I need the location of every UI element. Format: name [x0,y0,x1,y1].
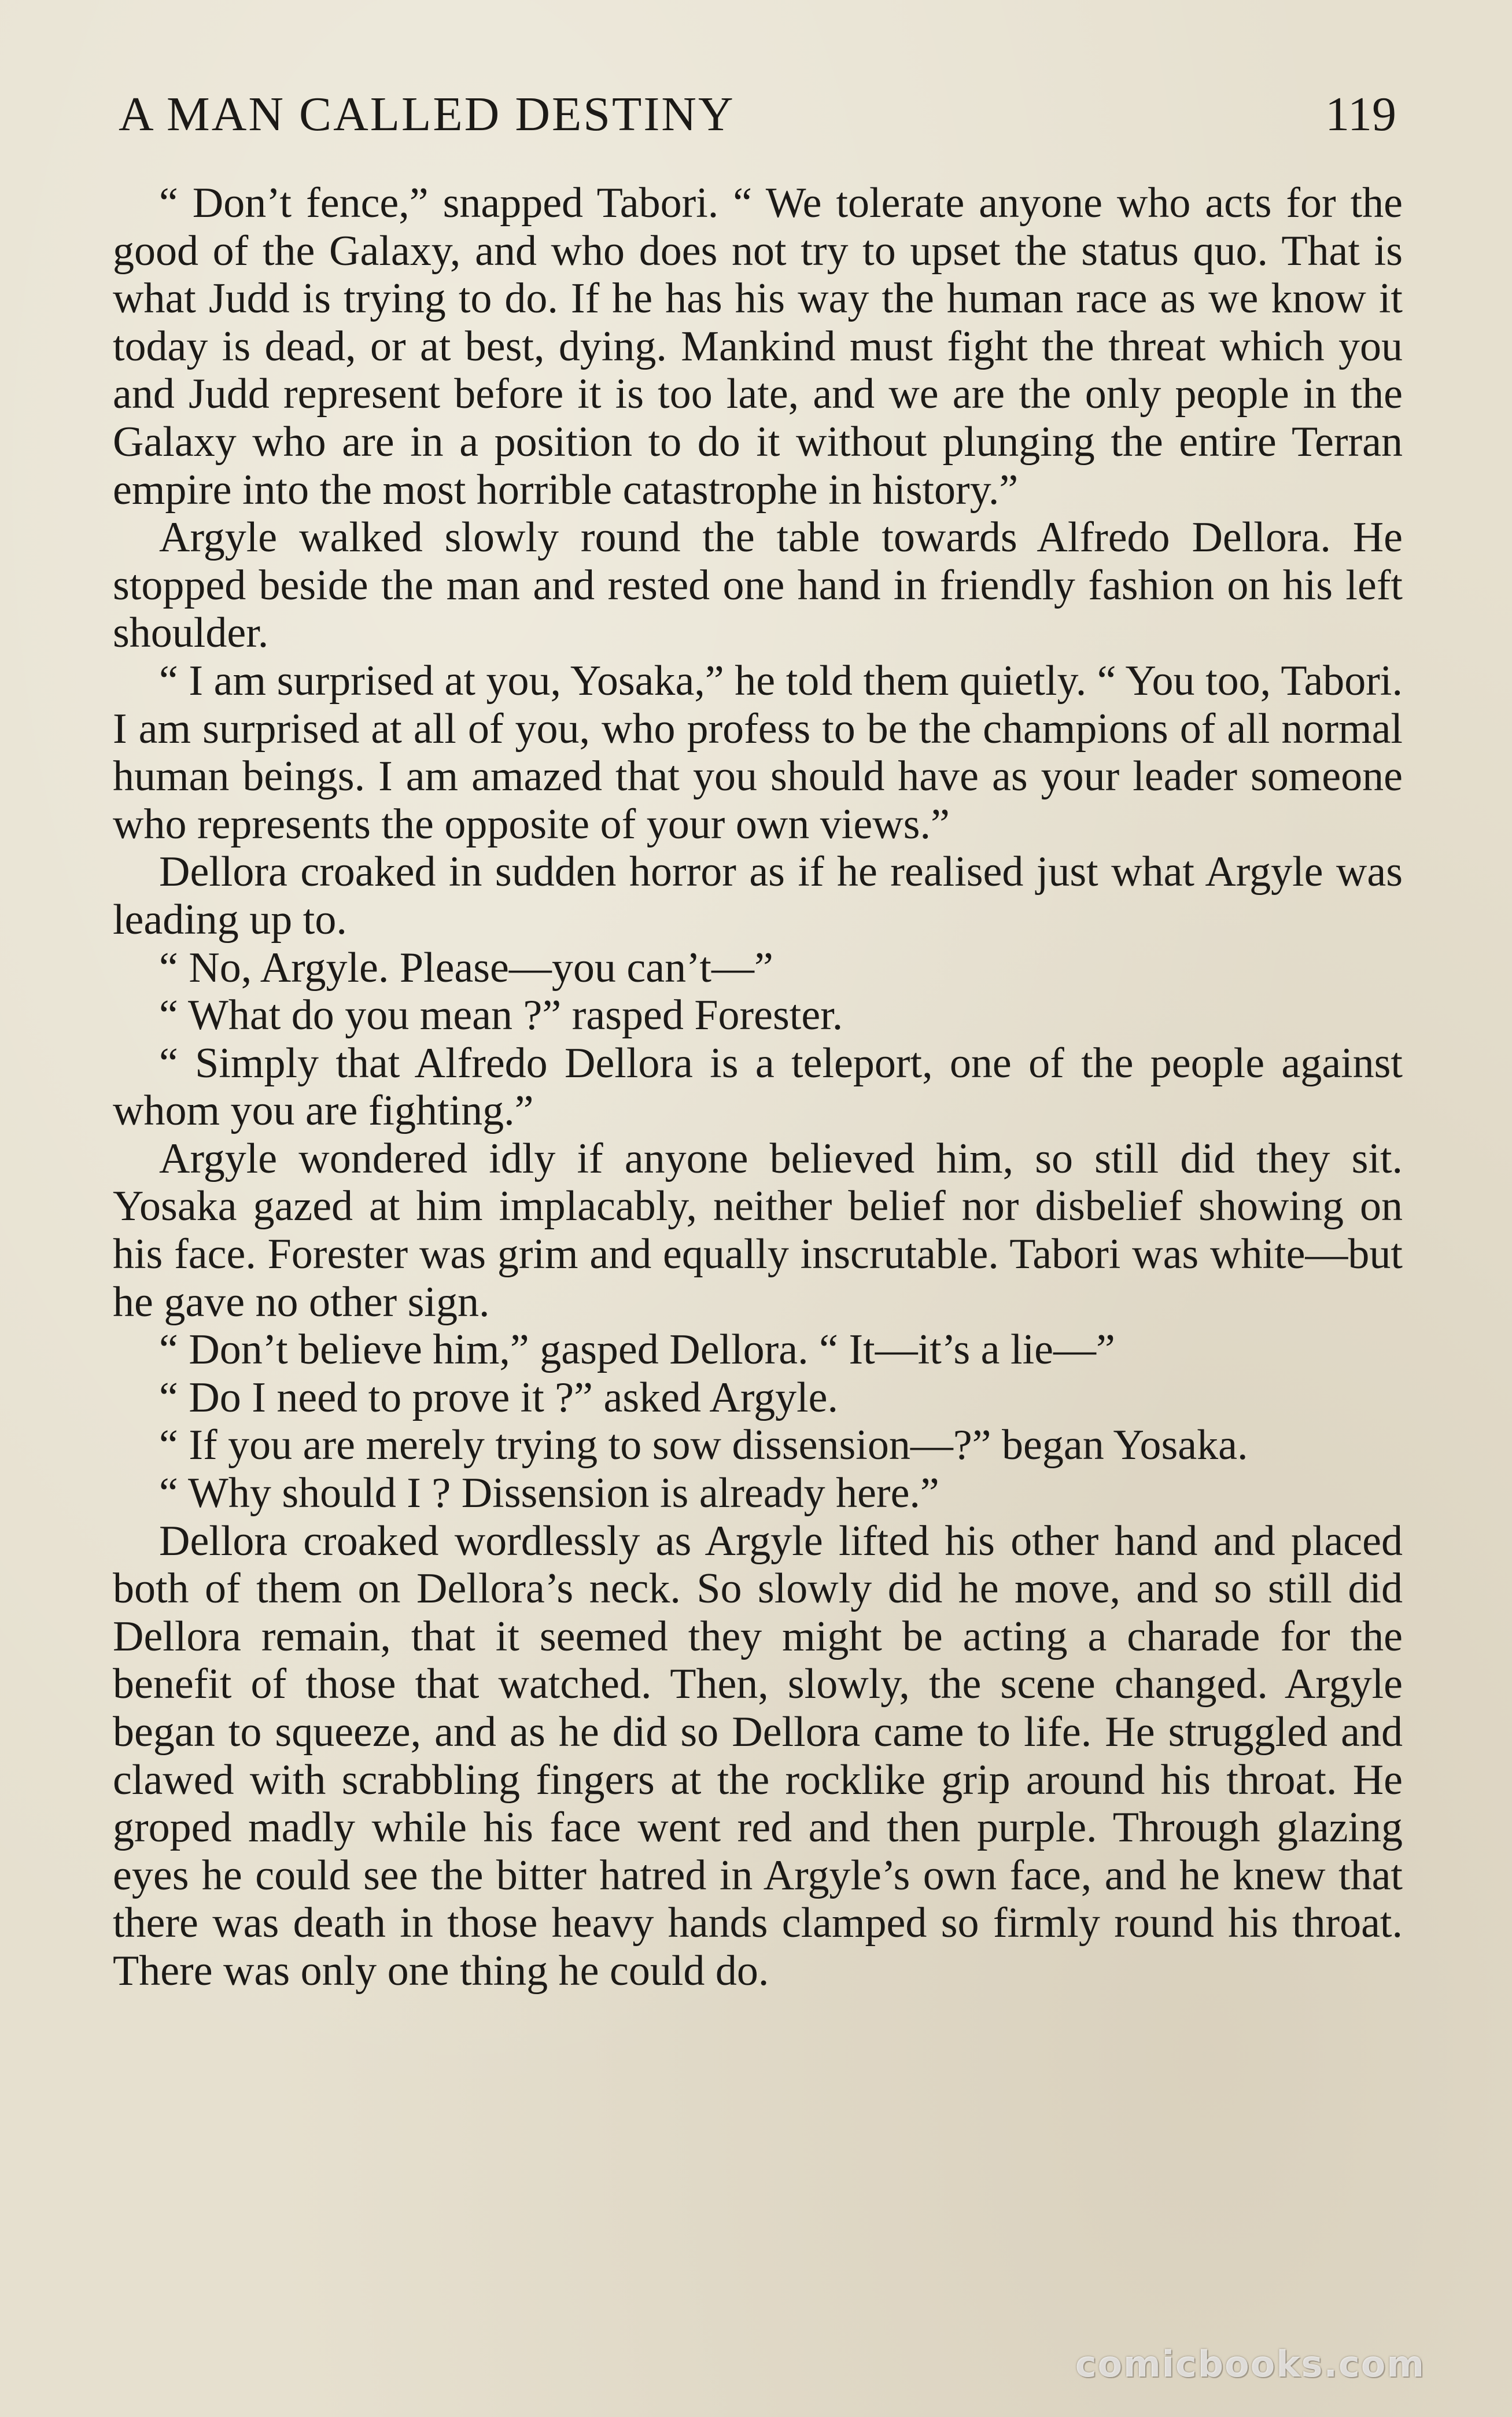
paragraph: Dellora croaked wordlessly as Argyle lifted his other hand and placed both of them on Dellora’s neck. So slowly did he move, and so still did Dellora remain, that it seemed they might be acting a charade for the benefit of those that watched. Then, slowly, the scene changed. Argyle began to squeeze, and as he did so Dellora came to life. He struggled and clawed with scrabbling fingers at the rocklike grip around his throat. He groped madly while his face went red and then purple. Through glazing eyes he could see the bitter hatred in Argyle’s own face, and he knew that there was death in those heavy hands clamped so firmly round his throat. There was only one thing he could do. [113,1517,1403,1995]
paragraph: “ Simply that Alfredo Dellora is a teleport, one of the people against whom you are fighting.” [113,1039,1403,1135]
page-number: 119 [1325,87,1396,141]
paragraph: Dellora croaked in sudden horror as if he realised just what Argyle was leading up to. [113,848,1403,944]
paragraph: “ I am surprised at you, Yosaka,” he told them quietly. “ You too, Tabori. I am surprised at all of you, who profess to be the champions of all normal human beings. I am amazed that you should have as your leader someone who represents the opposite of your own views.” [113,657,1403,848]
paragraph: “ If you are merely trying to sow dissension—?” began Yosaka. [159,1421,1248,1469]
paragraph: “ Why should I ? Dissension is already here.” [159,1469,939,1517]
paragraph: “ Don’t fence,” snapped Tabori. “ We tolerate anyone who acts for the good of the Galaxy, and who does not try to upset the status quo. That is what Judd is trying to do. If he has his way the human race as we know it today is dead, or at best, dying. Mankind must fight the threat which you and Judd represent before it is too late, and we are the only people in the Galaxy who are in a position to do it without plunging the entire Terran empire into the most horrible catastrophe in history.” [113,179,1403,514]
paragraph: “ Don’t believe him,” gasped Dellora. “ It—it’s a lie—” [159,1326,1115,1374]
paragraph: “ No, Argyle. Please—you can’t—” [159,944,773,992]
page-header [119,80,1396,149]
paragraph: “ Do I need to prove it ?” asked Argyle. [159,1373,839,1421]
watermark: comicbooks.com [1075,2343,1425,2385]
paragraph: Argyle wondered idly if anyone believed him, so still did they sit. Yosaka gazed at him implacably, neither belief nor disbelief showing on his face. Forester was grim and equally inscrutable. Tabori was white—but he gave no other sign. [113,1134,1403,1326]
running-title: A MAN CALLED DESTINY [119,87,735,141]
paragraph: “ What do you mean ?” rasped Forester. [159,992,843,1040]
body-text [113,179,1403,2297]
paragraph: Argyle walked slowly round the table towards Alfredo Dellora. He stopped beside the man and rested one hand in friendly fashion on his left shoulder. [113,514,1403,657]
